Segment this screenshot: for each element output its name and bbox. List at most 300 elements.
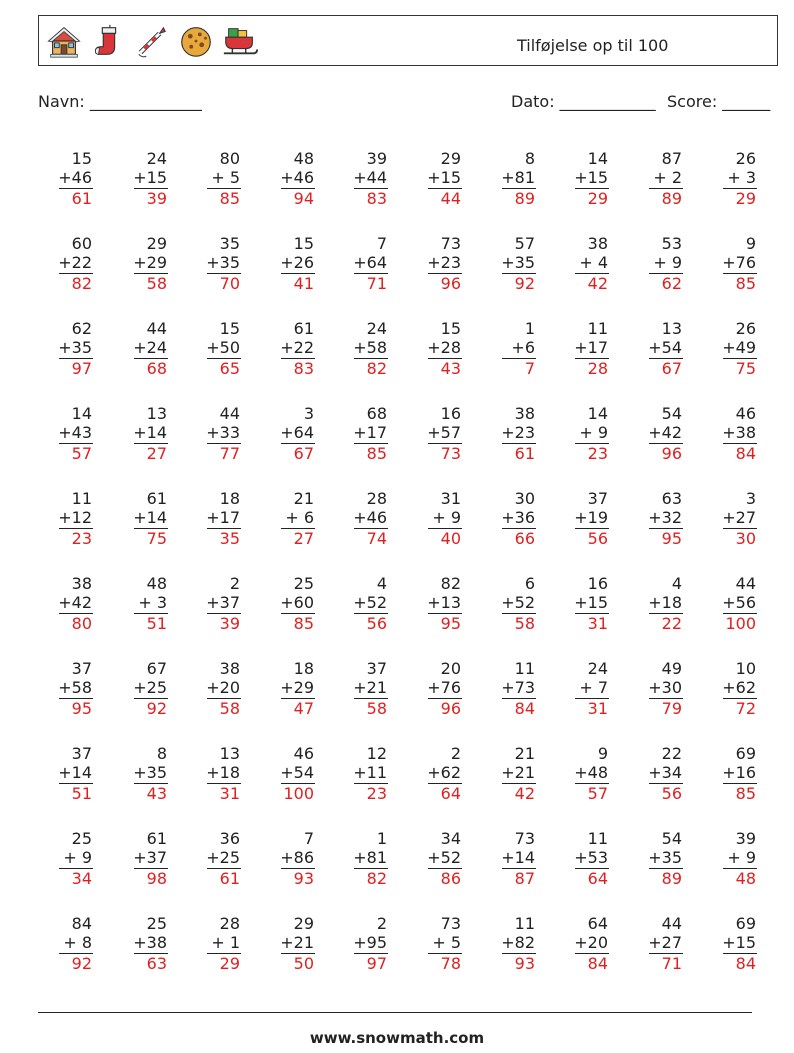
addend-top: 54 [661, 404, 682, 423]
addend-bottom: +22 [280, 338, 314, 357]
stocking-icon [89, 22, 127, 60]
addition-problem [696, 914, 756, 973]
answer: 44 [440, 189, 461, 208]
addend-bottom: +38 [133, 933, 167, 952]
addend-top: 16 [440, 404, 461, 423]
addition-problem [548, 829, 608, 888]
addend-bottom: +17 [353, 423, 387, 442]
answer: 84 [514, 699, 535, 718]
answer: 85 [293, 614, 314, 633]
addend-top: 9 [745, 234, 756, 253]
addend-bottom: +21 [501, 763, 535, 782]
addend-top: 18 [219, 489, 240, 508]
answer: 31 [587, 614, 608, 633]
addend-bottom: +48 [574, 763, 608, 782]
addend-top: 63 [661, 489, 682, 508]
addition-problem [401, 404, 461, 463]
addend-top: 30 [514, 489, 535, 508]
answer: 79 [661, 699, 682, 718]
addition-problem [327, 574, 387, 633]
addend-top: 4 [376, 574, 387, 593]
addend-top: 39 [735, 829, 756, 848]
addend-top: 11 [514, 914, 535, 933]
addition-problem [32, 829, 92, 888]
addition-problem [107, 489, 167, 548]
answer: 61 [219, 869, 240, 888]
addition-problem [180, 744, 240, 803]
answer: 86 [440, 869, 461, 888]
addend-top: 24 [366, 319, 387, 338]
answer: 85 [735, 274, 756, 293]
addend-bottom: +20 [574, 933, 608, 952]
answer: 92 [71, 954, 92, 973]
addend-bottom: +62 [427, 763, 461, 782]
answer: 97 [71, 359, 92, 378]
addend-top: 2 [450, 744, 461, 763]
addition-problem [107, 319, 167, 378]
answer: 58 [514, 614, 535, 633]
addend-top: 11 [587, 319, 608, 338]
addend-bottom: +15 [574, 593, 608, 612]
addend-bottom: +44 [353, 168, 387, 187]
addend-bottom: +64 [353, 253, 387, 272]
addend-bottom: + 3 [138, 593, 167, 612]
addend-bottom: +12 [58, 508, 92, 527]
addend-top: 69 [735, 914, 756, 933]
addend-top: 26 [735, 149, 756, 168]
addition-problem [622, 234, 682, 293]
addend-bottom: +22 [58, 253, 92, 272]
answer: 64 [440, 784, 461, 803]
addition-problem [548, 744, 608, 803]
addend-bottom: +26 [280, 253, 314, 272]
firework-icon [133, 22, 171, 60]
answer: 94 [293, 189, 314, 208]
answer: 85 [219, 189, 240, 208]
answer: 61 [71, 189, 92, 208]
answer: 29 [735, 189, 756, 208]
answer: 7 [524, 359, 535, 378]
addition-problem [32, 319, 92, 378]
answer: 28 [587, 359, 608, 378]
addend-bottom: +23 [427, 253, 461, 272]
addend-top: 82 [440, 574, 461, 593]
worksheet-header [38, 15, 778, 66]
answer: 39 [219, 614, 240, 633]
addition-problem [548, 149, 608, 208]
addend-top: 20 [440, 659, 461, 678]
addition-problem [180, 319, 240, 378]
addend-top: 9 [597, 744, 608, 763]
answer: 82 [366, 869, 387, 888]
answer: 85 [366, 444, 387, 463]
addition-problem [180, 829, 240, 888]
addend-top: 34 [440, 829, 461, 848]
addition-problem [401, 574, 461, 633]
addend-bottom: +46 [280, 168, 314, 187]
addend-bottom: +21 [280, 933, 314, 952]
addend-bottom: +42 [58, 593, 92, 612]
addend-bottom: +17 [574, 338, 608, 357]
addend-top: 73 [514, 829, 535, 848]
addend-top: 2 [229, 574, 240, 593]
addend-bottom: +36 [501, 508, 535, 527]
addend-bottom: +27 [648, 933, 682, 952]
addition-problem [180, 659, 240, 718]
answer: 84 [587, 954, 608, 973]
answer: 82 [71, 274, 92, 293]
addend-top: 67 [146, 659, 167, 678]
addition-problem [622, 149, 682, 208]
answer: 85 [735, 784, 756, 803]
answer: 67 [661, 359, 682, 378]
addend-top: 44 [735, 574, 756, 593]
answer: 57 [587, 784, 608, 803]
answer: 29 [587, 189, 608, 208]
addition-problem [548, 574, 608, 633]
addition-problem [254, 574, 314, 633]
house-icon [45, 22, 83, 60]
addend-bottom: +18 [206, 763, 240, 782]
addend-bottom: +16 [722, 763, 756, 782]
addend-top: 13 [661, 319, 682, 338]
addition-problem [696, 574, 756, 633]
answer: 51 [71, 784, 92, 803]
addend-top: 29 [293, 914, 314, 933]
addend-bottom: +58 [58, 678, 92, 697]
addend-bottom: + 9 [653, 253, 682, 272]
addend-bottom: +95 [353, 933, 387, 952]
addend-bottom: +30 [648, 678, 682, 697]
addend-bottom: +35 [648, 848, 682, 867]
date-field-label: Dato: ____________ [511, 92, 656, 111]
addend-top: 80 [219, 149, 240, 168]
addition-problem [475, 744, 535, 803]
addend-bottom: +32 [648, 508, 682, 527]
answer: 43 [146, 784, 167, 803]
addend-bottom: +14 [58, 763, 92, 782]
answer: 56 [366, 614, 387, 633]
addend-top: 21 [293, 489, 314, 508]
answer: 68 [146, 359, 167, 378]
addend-bottom: + 4 [579, 253, 608, 272]
answer: 78 [440, 954, 461, 973]
addend-bottom: +86 [280, 848, 314, 867]
addition-problem [696, 489, 756, 548]
answer: 43 [440, 359, 461, 378]
addition-problem [696, 234, 756, 293]
addition-problem [696, 829, 756, 888]
addend-top: 24 [146, 149, 167, 168]
addition-problem [401, 744, 461, 803]
addend-bottom: + 9 [63, 848, 92, 867]
addition-problem [475, 659, 535, 718]
answer: 97 [366, 954, 387, 973]
addend-bottom: +17 [206, 508, 240, 527]
addition-problem [180, 914, 240, 973]
addend-bottom: +27 [722, 508, 756, 527]
addend-bottom: +25 [133, 678, 167, 697]
addition-problem [548, 914, 608, 973]
addition-problem [622, 404, 682, 463]
addend-top: 15 [71, 149, 92, 168]
answer: 70 [219, 274, 240, 293]
addend-bottom: +76 [722, 253, 756, 272]
cookie-icon [177, 22, 215, 60]
addend-bottom: +14 [133, 423, 167, 442]
addition-problem [622, 829, 682, 888]
worksheet-title: Tilføjelse op til 100 [517, 36, 669, 55]
icon-strip [45, 22, 259, 60]
addend-bottom: +46 [353, 508, 387, 527]
answer: 75 [146, 529, 167, 548]
answer: 56 [587, 529, 608, 548]
addend-bottom: +60 [280, 593, 314, 612]
addend-top: 54 [661, 829, 682, 848]
addend-top: 68 [366, 404, 387, 423]
addend-top: 14 [587, 149, 608, 168]
addition-problem [327, 829, 387, 888]
addend-top: 44 [146, 319, 167, 338]
addend-top: 61 [293, 319, 314, 338]
addend-bottom: +35 [206, 253, 240, 272]
addend-bottom: + 2 [653, 168, 682, 187]
addend-top: 21 [514, 744, 535, 763]
answer: 29 [219, 954, 240, 973]
answer: 75 [735, 359, 756, 378]
addend-top: 15 [440, 319, 461, 338]
addend-top: 48 [146, 574, 167, 593]
addition-problem [401, 659, 461, 718]
answer: 74 [366, 529, 387, 548]
addend-bottom: +6 [511, 338, 535, 357]
addition-problem [254, 404, 314, 463]
addition-problem [327, 234, 387, 293]
answer: 92 [514, 274, 535, 293]
addend-top: 13 [146, 404, 167, 423]
name-field-label: Navn: ______________ [38, 92, 202, 111]
answer: 48 [735, 869, 756, 888]
addend-top: 11 [514, 659, 535, 678]
answer: 31 [587, 699, 608, 718]
addition-problem [475, 234, 535, 293]
answer: 58 [146, 274, 167, 293]
answer: 56 [661, 784, 682, 803]
addend-top: 38 [71, 574, 92, 593]
addition-problem [401, 489, 461, 548]
addend-bottom: +49 [722, 338, 756, 357]
addition-problem [180, 404, 240, 463]
answer: 27 [146, 444, 167, 463]
addend-top: 3 [303, 404, 314, 423]
answer: 23 [71, 529, 92, 548]
addend-bottom: + 5 [211, 168, 240, 187]
addend-bottom: +28 [427, 338, 461, 357]
answer: 82 [366, 359, 387, 378]
addend-bottom: + 7 [579, 678, 608, 697]
addend-top: 11 [587, 829, 608, 848]
answer: 87 [514, 869, 535, 888]
addend-bottom: +18 [648, 593, 682, 612]
addition-problem [107, 914, 167, 973]
addend-top: 15 [293, 234, 314, 253]
addition-problem [548, 659, 608, 718]
addend-bottom: +29 [280, 678, 314, 697]
answer: 84 [735, 954, 756, 973]
addition-problem [475, 404, 535, 463]
answer: 22 [661, 614, 682, 633]
answer: 39 [146, 189, 167, 208]
addend-top: 49 [661, 659, 682, 678]
addend-bottom: +34 [648, 763, 682, 782]
addend-top: 25 [71, 829, 92, 848]
addend-bottom: +64 [280, 423, 314, 442]
addend-bottom: +82 [501, 933, 535, 952]
addend-bottom: +15 [427, 168, 461, 187]
addition-problem [622, 319, 682, 378]
addend-top: 15 [219, 319, 240, 338]
addend-bottom: +11 [353, 763, 387, 782]
addend-bottom: +25 [206, 848, 240, 867]
answer: 83 [293, 359, 314, 378]
addend-top: 3 [745, 489, 756, 508]
addition-problem [475, 319, 535, 378]
addend-top: 7 [376, 234, 387, 253]
addend-bottom: +35 [501, 253, 535, 272]
addition-problem [475, 574, 535, 633]
answer: 63 [146, 954, 167, 973]
addend-top: 7 [303, 829, 314, 848]
addition-problem [622, 659, 682, 718]
answer: 71 [366, 274, 387, 293]
answer: 73 [440, 444, 461, 463]
addend-top: 69 [735, 744, 756, 763]
addition-problem [107, 829, 167, 888]
addend-top: 38 [219, 659, 240, 678]
footer-site: www.snowmath.com [309, 1029, 485, 1047]
addend-top: 61 [146, 829, 167, 848]
addend-top: 73 [440, 914, 461, 933]
addend-bottom: +76 [427, 678, 461, 697]
addition-problem [475, 489, 535, 548]
addend-bottom: + 6 [285, 508, 314, 527]
answer: 96 [440, 274, 461, 293]
addition-problem [327, 914, 387, 973]
answer: 40 [440, 529, 461, 548]
addend-top: 61 [146, 489, 167, 508]
answer: 71 [661, 954, 682, 973]
addend-bottom: +81 [353, 848, 387, 867]
addition-problem [401, 914, 461, 973]
addition-problem [696, 319, 756, 378]
addition-problem [475, 149, 535, 208]
addend-top: 37 [366, 659, 387, 678]
addend-top: 46 [293, 744, 314, 763]
score-field-label: Score: ______ [667, 92, 771, 111]
addend-top: 8 [156, 744, 167, 763]
addition-problem [475, 829, 535, 888]
answer: 35 [219, 529, 240, 548]
addition-problem [32, 914, 92, 973]
addend-top: 87 [661, 149, 682, 168]
answer: 77 [219, 444, 240, 463]
addend-bottom: +58 [353, 338, 387, 357]
addend-bottom: + 9 [727, 848, 756, 867]
answer: 96 [661, 444, 682, 463]
addend-top: 37 [71, 744, 92, 763]
addition-problem [180, 489, 240, 548]
addend-top: 14 [587, 404, 608, 423]
addend-top: 6 [524, 574, 535, 593]
addition-problem [107, 574, 167, 633]
addition-problem [32, 234, 92, 293]
addition-problem [622, 574, 682, 633]
sleigh-icon [221, 22, 259, 60]
addend-top: 31 [440, 489, 461, 508]
addend-bottom: +23 [501, 423, 535, 442]
answer: 58 [366, 699, 387, 718]
addend-top: 18 [293, 659, 314, 678]
addend-top: 4 [671, 574, 682, 593]
addend-top: 29 [440, 149, 461, 168]
answer: 58 [219, 699, 240, 718]
addend-top: 37 [587, 489, 608, 508]
addend-top: 44 [219, 404, 240, 423]
addend-top: 29 [146, 234, 167, 253]
addend-bottom: +13 [427, 593, 461, 612]
answer: 84 [735, 444, 756, 463]
addition-problem [32, 404, 92, 463]
addition-problem [696, 744, 756, 803]
addend-bottom: +81 [501, 168, 535, 187]
addend-top: 38 [587, 234, 608, 253]
addend-bottom: +46 [58, 168, 92, 187]
addend-top: 62 [71, 319, 92, 338]
addition-problem [32, 149, 92, 208]
addend-top: 11 [71, 489, 92, 508]
addend-bottom: +24 [133, 338, 167, 357]
addend-bottom: +14 [133, 508, 167, 527]
answer: 47 [293, 699, 314, 718]
addend-bottom: +19 [574, 508, 608, 527]
footer-divider [38, 1012, 752, 1013]
addition-problem [327, 149, 387, 208]
addend-top: 16 [587, 574, 608, 593]
answer: 95 [440, 614, 461, 633]
addition-problem [548, 489, 608, 548]
addition-problem [254, 914, 314, 973]
addend-top: 53 [661, 234, 682, 253]
addition-problem [327, 489, 387, 548]
addend-top: 38 [514, 404, 535, 423]
addend-bottom: +37 [206, 593, 240, 612]
addition-problem [548, 404, 608, 463]
addition-problem [254, 489, 314, 548]
addend-bottom: +35 [58, 338, 92, 357]
addend-top: 64 [587, 914, 608, 933]
addend-bottom: +37 [133, 848, 167, 867]
answer: 80 [71, 614, 92, 633]
addend-top: 24 [587, 659, 608, 678]
addend-bottom: +35 [133, 763, 167, 782]
addition-problem [180, 574, 240, 633]
answer: 64 [587, 869, 608, 888]
answer: 100 [283, 784, 314, 803]
addition-problem [327, 744, 387, 803]
answer: 95 [71, 699, 92, 718]
answer: 100 [725, 614, 756, 633]
answer: 67 [293, 444, 314, 463]
